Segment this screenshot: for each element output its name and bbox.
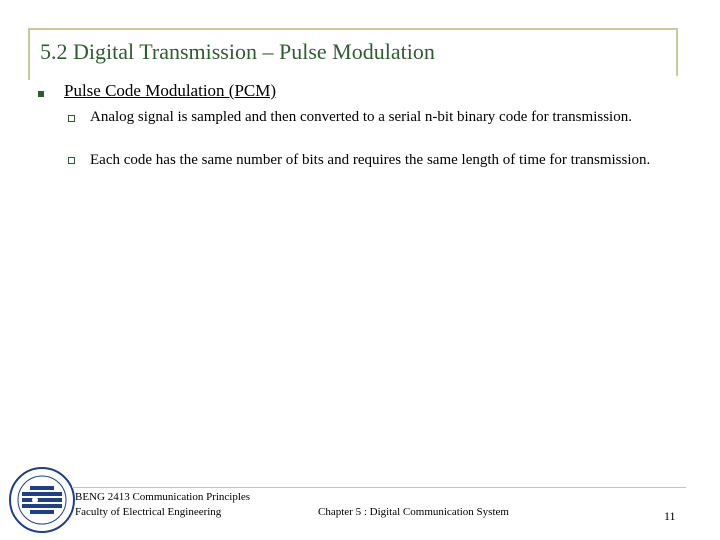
footer-divider (72, 487, 686, 488)
footer-course: BENG 2413 Communication Principles (75, 491, 251, 503)
sub-bullet-square-icon (68, 157, 75, 164)
bullet-square-icon (38, 91, 44, 97)
footer-chapter: Chapter 5 : Digital Communication System (318, 506, 509, 518)
sub-bullet-square-icon (68, 115, 75, 122)
sub-bullet-text: Analog signal is sampled and then converted to a serial n-bit binary code for transmission. (90, 109, 632, 125)
title-frame-left-edge (28, 28, 30, 80)
slide-title: 5.2 Digital Transmission – Pulse Modulation (40, 39, 435, 64)
page-number: 11 (664, 509, 676, 523)
bullet-text: Pulse Code Modulation (PCM) (64, 81, 277, 100)
university-seal-logo-icon (8, 466, 76, 534)
sub-bullet-text: Each code has the same number of bits and requires the same length of time for transmission. (90, 152, 651, 168)
footer-faculty: Faculty of Electrical Engineering (75, 506, 222, 518)
